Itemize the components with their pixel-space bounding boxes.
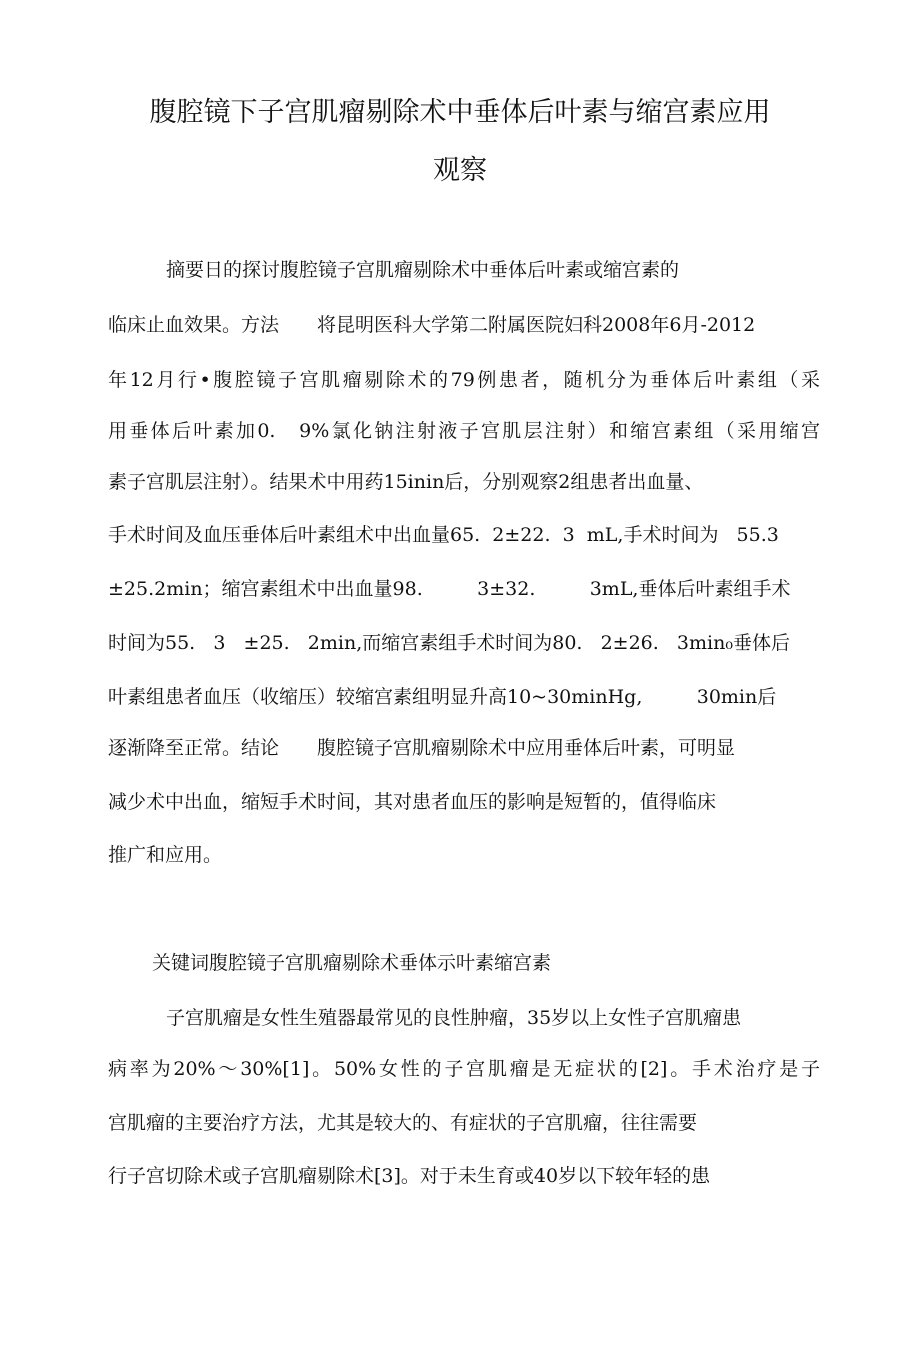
document-title-line-1: 腹腔镜下子宫肌瘤剔除术中垂体后叶素与缩宫素应用 [149, 97, 771, 128]
abstract-line: ±25.2min；缩宫素组术中出血量98. 3±32. 3mL,垂体后叶素组手术 [108, 578, 791, 600]
abstract-line: 手术时间及血压垂体后叶素组术中出血量65. 2±22. 3 mL,手术时间为 55.3 [108, 524, 779, 546]
abstract-line: 摘要日的探讨腹腔镜子宫肌瘤剔除术中垂体后叶素或缩宫素的 [166, 259, 680, 281]
abstract-line: 素子宫肌层注射）。结果术中用药15inin后，分别观察2组患者出血量、 [108, 471, 704, 493]
abstract-line: 年12月行•腹腔镜子宫肌瘤剔除术的79例患者，随机分为垂体后叶素组（采 [108, 369, 820, 391]
body-line: 子宫肌瘤是女性生殖器最常见的良性肿瘤，35岁以上女性子宫肌瘤患 [166, 1007, 742, 1029]
body-line: 宫肌瘤的主要治疗方法，尤其是较大的、有症状的子宫肌瘤，往往需要 [108, 1112, 698, 1134]
abstract-line: 叶素组患者血压（收缩压）较缩宫素组明显升高10~30minHg, 30min后 [108, 686, 777, 708]
body-line: 病率为20%～30%[1]。50%女性的子宫肌瘤是无症状的[2]。手术治疗是子 [108, 1058, 820, 1080]
body-line: 行子宫切除术或子宫肌瘤剔除术[3]。对于未生育或40岁以下较年轻的患 [108, 1165, 711, 1187]
keywords-line: 关键词腹腔镜子宫肌瘤剔除术垂体示叶素缩宫素 [152, 952, 552, 974]
abstract-line: 减少术中出血，缩短手术时间，其对患者血压的影响是短暂的，值得临床 [108, 791, 717, 813]
abstract-line: 推广和应用。 [108, 844, 223, 866]
abstract-line: 用垂体后叶素加0. 9%氯化钠注射液子宫肌层注射）和缩宫素组（采用缩宫 [108, 420, 820, 442]
abstract-line: 时间为55. 3 ±25. 2min,而缩宫素组手术时间为80. 2±26. 3min₀垂体后 [108, 632, 790, 654]
document-title-line-2: 观察 [433, 155, 487, 186]
abstract-line: 临床止血效果。方法 将昆明医科大学第二附属医院妇科2008年6月-2012 [108, 314, 756, 336]
abstract-line: 逐渐降至正常。结论 腹腔镜子宫肌瘤剔除术中应用垂体后叶素，可明显 [108, 737, 736, 759]
